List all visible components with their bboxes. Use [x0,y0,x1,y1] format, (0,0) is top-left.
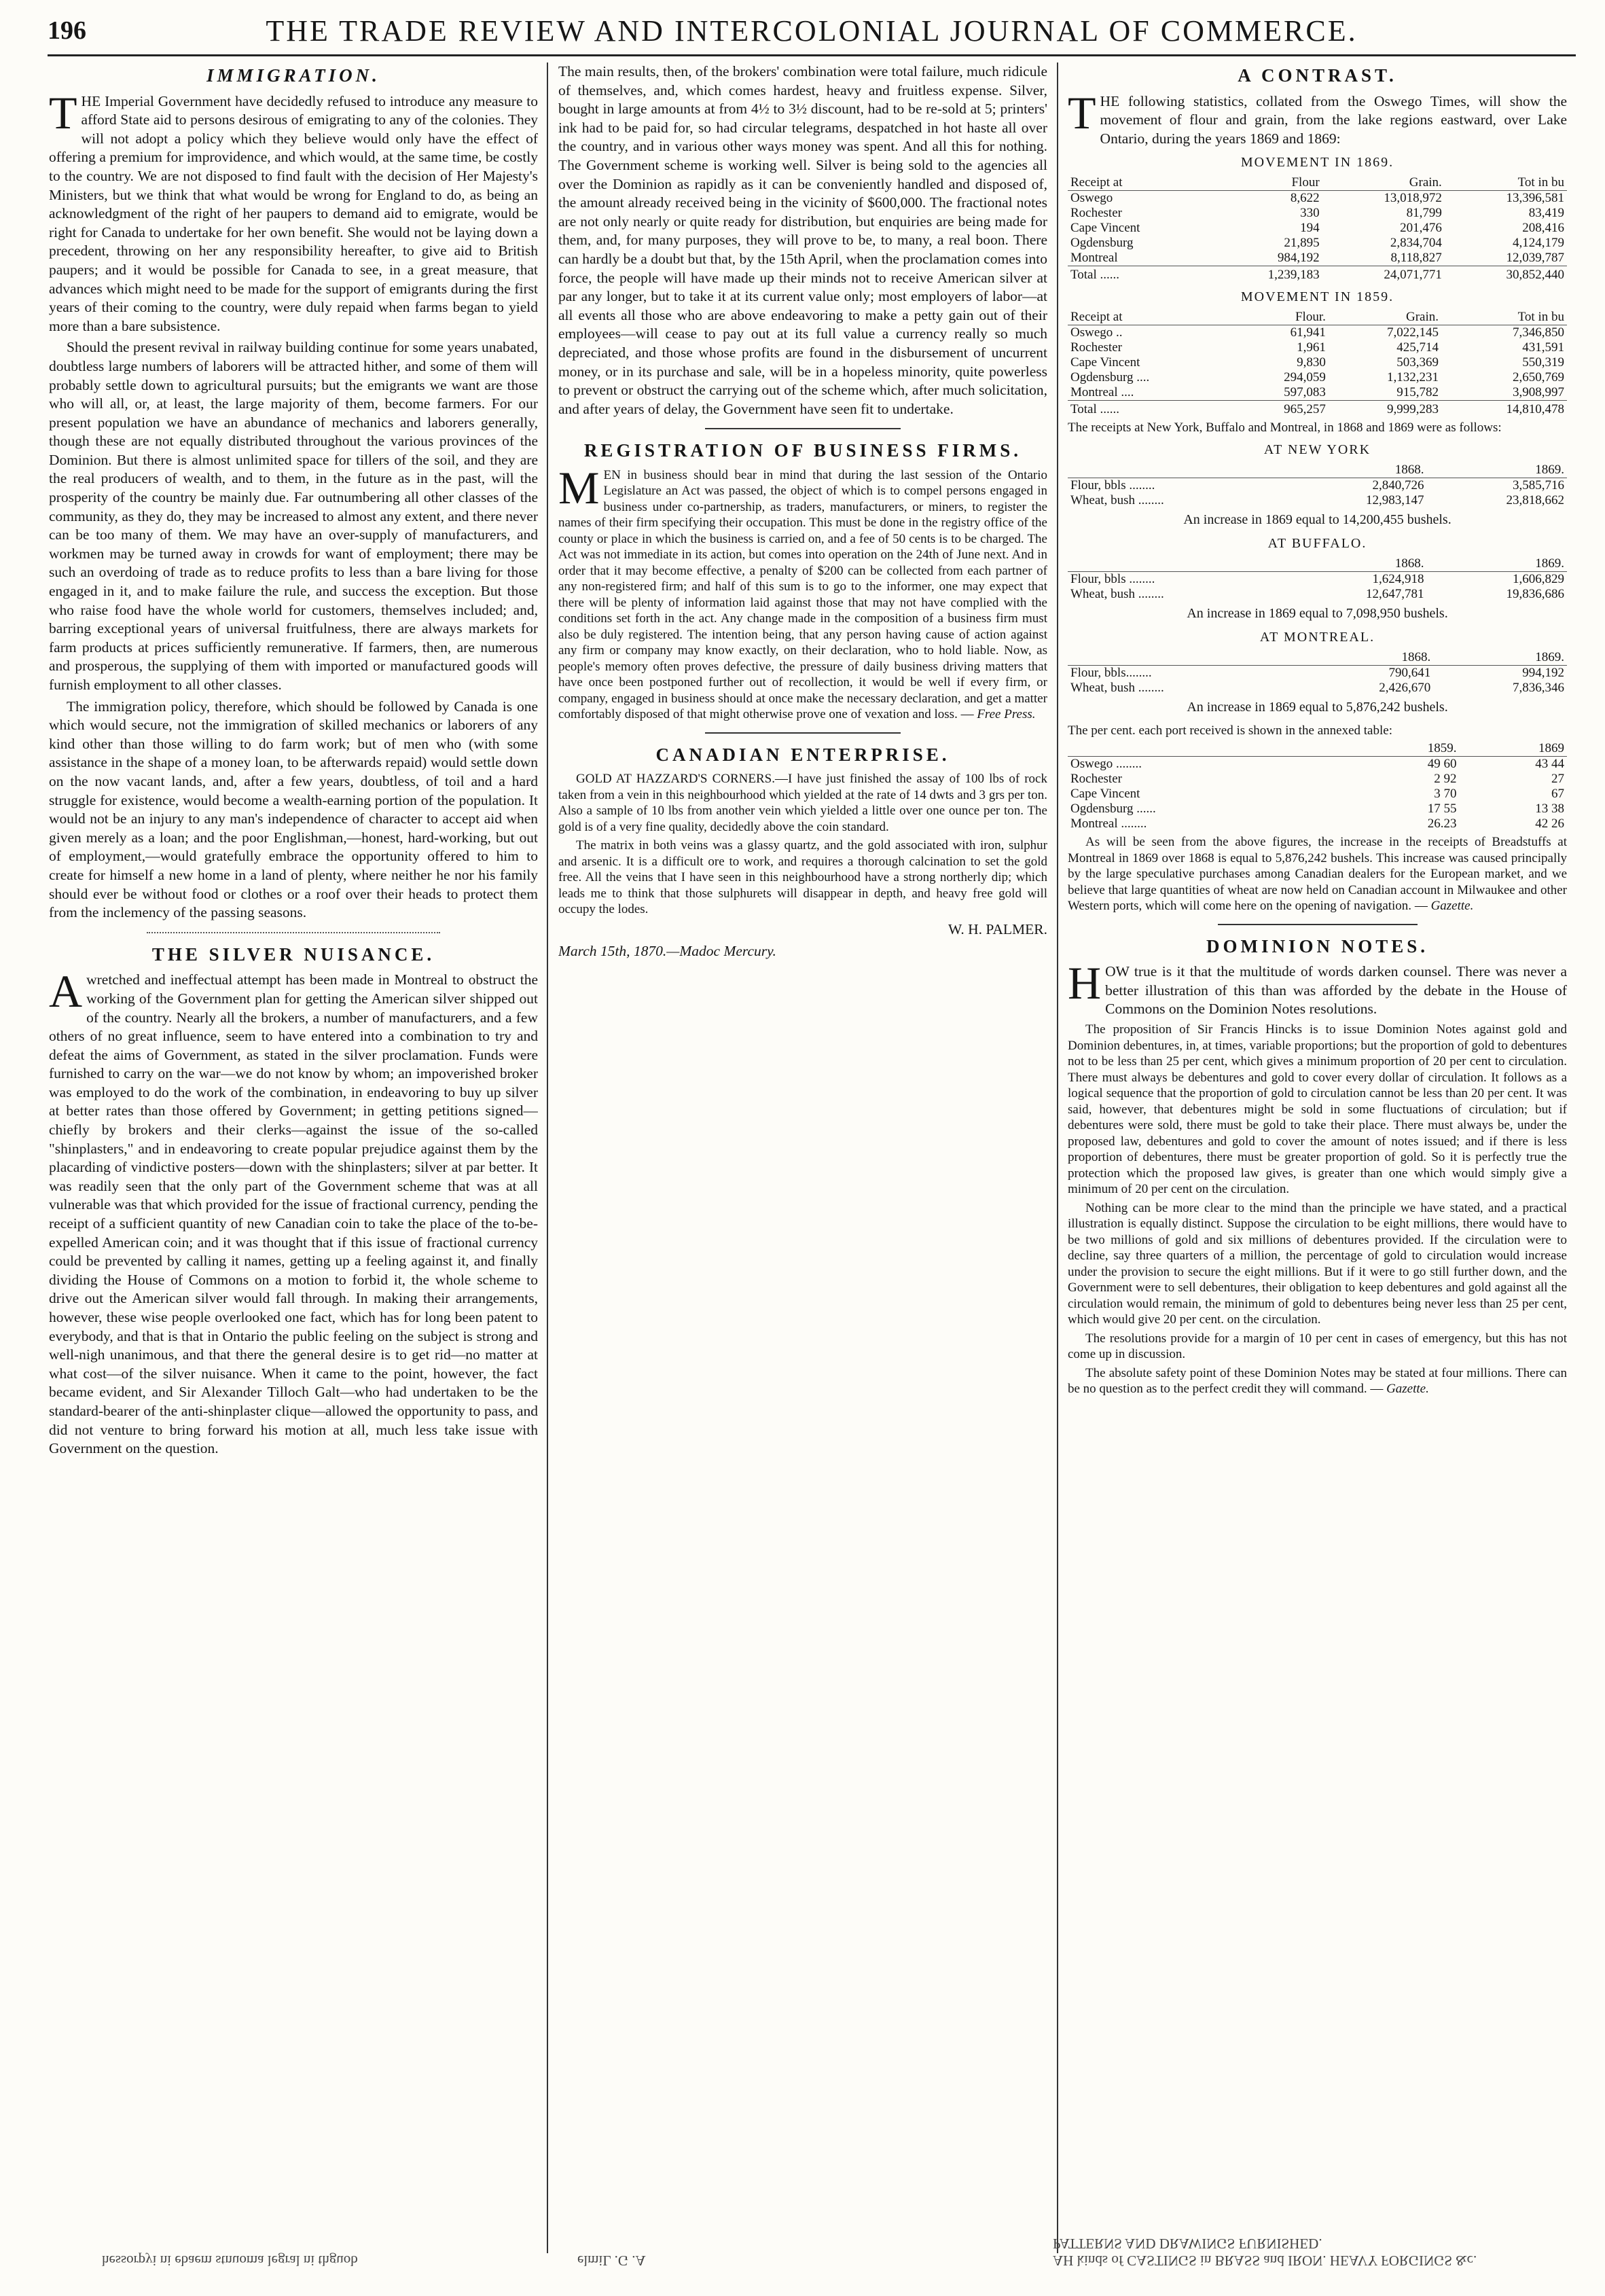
paragraph: GOLD AT HAZZARD'S CORNERS.—I have just finished the assay of 100 lbs of rock taken from a vein in this neighbourhood which yielded at the rate of 14 dwts and 3 grs per ton. Also a sample of 10 lbs from another vein which yielded a little over one ounce per ton. The gold is of a very fine quality, decidedly above the coin standard. [558,772,1047,834]
paragraph: MEN in business should bear in mind that during the last session of the Ontario Legislature an Act was passed, the object of which is to compel persons engaged in business under co-partnership, as traders, manufacturers, or miners, to register the names of their firm specifying their occupation. This must be done in the registry office of the county or place in which the business is carried on, and a fee of 50 cents is to be charged. The Act was not immediate in its action, but comes into operation on the 24th of June next. And in order that it may become effective, a penalty of $200 can be collected from each partner of any non-registered firm; and half of this sum is to go to the informer, one may expect that there will be plenty of information laid against those that may not have complied with the conditions set forth in the act. Any change made in the composition of a business firm must also be duly registered. The intention being, that any person having cause of action against any firm or company may know exactly, on their declaration, who to hold liable. Now, as people's memory often proves defective, the pressure of daily business driving matters that have once been postponed further out of recollection, it would be well if every firm, or company, engaged in business should at once make the necessary declaration, and get a matter comfortably disposed of that might otherwise prove one of vexation and loss. — Free Press. [558,461,1047,722]
footer-left: hessorpyi ni ebaem stnuoma legral ni thguob [102,2253,358,2269]
drop-cap: T [1068,86,1096,139]
table-header-row: 1868. 1869. [1068,463,1567,478]
drop-cap: H [1068,957,1102,1009]
paragraph: THE Imperial Government have decidedly refused to introduce any measure to afford State aid to persons desirous of emigrating to any of the colonies. They will not adopt a policy which they believe would only have the effect of offering a premium for improvidence, and which would, at the same time, be costly to the country. We are not disposed to find fault with the decision of Her Majesty's Ministers, but we think that what would be wrong for England to do, as being an acknowledgment of the right of her paupers to demand aid to emigrate, would be right for Canada to undertake for her own benefit. She would not be laying down a precedent, throwing on her any responsibility hereafter, to give aid to British paupers; and it would be possible for Canada to see, in a great measure, that advances which might need to be made for the support of emigrants during the first years of their coming to the country, were duly repaid when farms began to yield more than a bare subsistence. [49,86,538,334]
table-row: Oswego 8,622 13,018,972 13,396,581 [1070,190,1564,205]
table-row: Rochester 1,961 425,714 431,591 [1070,340,1564,355]
table-row: Ogdensburg ...... 17 55 13 38 [1070,802,1564,817]
table-row: Montreal 984,192 8,118,827 12,039,787 [1070,250,1564,265]
movement-table-1859 [1068,310,1567,417]
table-caption: MOVEMENT IN 1859. [1240,289,1394,304]
table-row: Flour, bbls ........ 1,624,918 1,606,829 [1070,571,1564,586]
paragraph: The resolutions provide for a margin of 10 per cent in cases of emergency, but this has not come up in discussion. [1068,1331,1567,1361]
masthead: THE TRADE REVIEW AND INTERCOLONIAL JOURNAL OF COMMERCE. [266,14,1358,48]
article-title-enterprise: CANADIAN ENTERPRISE. [655,744,950,765]
montreal-table [1068,650,1567,696]
table-caption: AT BUFFALO. [1267,536,1367,552]
table-row: Flour, bbls ........ 2,840,726 3,585,716 [1070,478,1564,492]
table-row: Wheat, bush ........ 2,426,670 7,836,346 [1070,681,1564,696]
table-header-row: 1859. 1869 [1068,741,1567,757]
table-row: Ogdensburg 21,895 2,834,704 4,124,179 [1070,235,1564,250]
table-row: Rochester 330 81,799 83,419 [1070,205,1564,220]
divider [705,732,901,734]
movement-table-1869 [1068,175,1567,283]
table-row: Wheat, bush ........ 12,647,781 19,836,686 [1070,586,1564,601]
paragraph: Nothing can be more clear to the mind than the principle we have stated, and a practical illustration is equally distinct. Suppose the circulation to be eight millions, there would have to be two millions of gold and six millions of debentures provided. If the circulation were to decline, say three quarters of a million, the percentage of gold to circulation would increase under the provision to secure the eight millions. But if it were to go still further down, and the Government were to sell debentures, their obligation to keep debentures and gold against all the circulation would remain, the minimum of gold to debentures being never less than 25 per cent, which would give 20 per cent. on the circulation. [1068,1200,1567,1327]
paragraph: The matrix in both veins was a glassy quartz, and the gold associated with iron, sulphur and arsenic. It is a difficult ore to work, and requires a thorough calcination to set the gold free. All the veins that I have seen in this neighbourhood have a strong northerly dip; which leads me to think that those sulphurets will disappear in depth, and heavy free gold will occupy the lodes. [558,838,1047,917]
paragraph: The proposition of Sir Francis Hincks is to issue Dominion Notes against gold and Dominion debentures, in, at times, variable proportions; but the proportion of gold to debentures not to be less than 25 per cent, which gives a minimum proportion of 20 per cent to circulation. There must always be debentures and gold to cover every dollar of circulation. It follows as a logical sequence that the proportion of gold to circulation cannot be less than 20 per cent. It was said, however, that debentures might be sold in some fluctuations of circulation; but if debentures were sold, there must be gold to take their place. There must always be, under the proposed law, debentures and gold to cover the amount of notes issued; and if there is less proportion of debentures, there must be greater proportion of gold. So it is perfectly true the protection which the proposed law gives, is greater than one which would simply give a minimum of 20 per cent on the circulation. [1068,1022,1567,1196]
table-row: Rochester 2 92 27 [1070,772,1564,787]
column-2 [558,62,1047,2257]
table-header-row: Receipt at Flour. Grain. Tot in bu [1068,310,1567,325]
table-row: Flour, bbls........ 790,641 994,192 [1070,666,1564,681]
table-caption: AT MONTREAL. [1259,630,1375,645]
column-rule [547,62,548,2253]
divider [705,428,901,429]
footer-right: AH kinds of CASTINGS in BRASS and IRON. HEAVY FORGINGS &c. PATTERNS AND DRAWINGS FURNISHED. [1053,2236,1477,2269]
percent-table [1068,741,1567,831]
paragraph: The per cent. each port received is shown in the annexed table: [1068,723,1392,738]
column-1 [49,62,538,2257]
article-title-registration: REGISTRATION OF BUSINESS FIRMS. [583,440,1022,461]
source-credit: Free Press. [977,707,1036,722]
column-rule [1057,62,1058,2253]
footer-middle: elmiL .G .A [577,2253,646,2269]
page-number: 196 [48,16,86,45]
paragraph: As will be seen from the above figures, the increase in the receipts of Breadstuffs at Montreal in 1869 over 1868 is equal to 5,876,242 bushels. This increase was caused principally by the large speculative purchases among Canadian dealers for the European market, and we believe that large quantities of wheat are now held on Canadian account in Milwaukee and other Western ports, which will come here on the opening of navigation. — Gazette. [1068,835,1567,914]
table-row: Oswego .. 61,941 7,022,145 7,346,850 [1070,325,1564,340]
article-title-contrast: A CONTRAST. [1238,65,1397,86]
divider [147,932,440,933]
new-york-table [1068,463,1567,508]
paragraph: Should the present revival in railway building continue for some years unabated, doubtless large numbers of laborers will be attracted hither, and some of them will probably settle down to agricultural pursuits; but the emigrants we want are those who will all, or, at least, the large majority of them, become farmers. For our present population we have an abundance of mechanics and laborers generally, though these are not equally distributed throughout the various provinces of the Dominion. But there is almost unlimited space for tillers of the soil, and they are the real producers of wealth, and to them, in the future as in the past, will the prosperity of the country be mainly due. Far outnumbering all other classes of the community, as they do, they may be increased to almost any extent, and there never can be too many of them. We may have an over-supply of manufacturers, and workmen may be turned away in crowds for want of employment; there may be such an overdoing of trade as to reduce profits to less than a bare living for those engaged in it, and to make failure the rule, and success the exception. But those who raise food have the whole world for customers, themselves included; and, barring exceptional years of universal fruitfulness, there are always markets for farm products at prices sufficiently remunerative. If farmers, then, are numerous and prosperous, the supplying of them with imported or manufactured goods will furnish employment to all other classes. [49,339,538,693]
drop-cap: T [49,86,77,139]
paragraph: The main results, then, of the brokers' combination were total failure, much ridicule of themselves, and, which comes hardest, heavy and fruitless expense. Silver, bought in large amounts at from 4½ to 3½ discount, had to be re-sold at 5; printers' ink had to be paid for, so had circular telegrams, despatched in hot haste all over the country, and in various other ways money was spent. And all this for nothing. The Government scheme is working well. Silver is being sold to the agencies all over the Dominion as rapidly as it can be conveniently handled and disposed of, the amount already received being in the vicinity of $600,000. The fractional notes are not only nearly or quite ready for distribution, but enquiries are being made for them, and, for many purposes, they will prove to be, to many, a real boon. There can hardly be a doubt but that, by the 15th April, when the proclamation comes into force, the people will have made up their minds not to receive American silver at par any longer, but to take it at its current value only; most employers of labor—at all events all those who are above endeavoring to make a petty gain out of their employees—will cease to pay out at its full value a currency really so much depreciated, and those whose profits are found in the disbursement of uncurrent money, or in its purchase and sale, will be in a hopeless minority, quite powerless to prevent or obstruct the carrying out of the scheme which, after much solicitation, and after years of delay, the Government have seen fit to undertake. [558,63,1047,417]
increase-note: An increase in 1869 equal to 7,098,950 bushels. [1187,605,1448,621]
table-row: Ogdensburg .... 294,059 1,132,231 2,650,769 [1070,370,1564,384]
table-header-row: 1868. 1869. [1068,650,1567,666]
table-row: Cape Vincent 3 70 67 [1070,787,1564,802]
table-row: Montreal ........ 26.23 42 26 [1070,817,1564,831]
table-header-row: 1868. 1869. [1068,556,1567,572]
paragraph: The absolute safety point of these Dominion Notes may be stated at four millions. There can be no question as to the perfect credit they will command. — Gazette. [1068,1365,1567,1396]
paragraph: HOW true is it that the multitude of words darken counsel. There was never a better illustration of this than was afforded by the debate in the House of Commons on the Dominion Notes resolutions. [1068,957,1567,1018]
table-row: Wheat, bush ........ 12,983,147 23,818,662 [1070,492,1564,507]
table-row: Cape Vincent 194 201,476 208,416 [1070,220,1564,235]
table-row: Cape Vincent 9,830 503,369 550,319 [1070,355,1564,370]
buffalo-table [1068,556,1567,602]
table-total-row: Total ...... 965,257 9,999,283 14,810,478 [1068,400,1567,417]
increase-note: An increase in 1869 equal to 5,876,242 bushels. [1187,700,1448,715]
article-title-immigration: IMMIGRATION. [206,65,380,86]
signature: W. H. PALMER. [948,920,1047,937]
paragraph: The receipts at New York, Buffalo and Montreal, in 1868 and 1869 were as follows: [1068,420,1502,435]
paragraph: THE following statistics, collated from the Oswego Times, will show the movement of flour and grain, from the lake regions eastward, over Lake Ontario, during the years 1869 and 1869: [1068,86,1567,147]
paragraph: The immigration policy, therefore, which should be followed by Canada is one which would secure, not the immigration of skilled mechanics or laborers of any kind other than those willing to do farm work; but of men who (with some assistance in the shape of a money loan, to be afterwards repaid) would settle down on the now vacant lands, and, after a few years, doubtless, of toil and a hard struggle for existence, would become a wealth-earning portion of the population. It would not be an injury to any man's independence of character to accept aid when given merely as a loan; and the poor Englishman,—honest, hard-working, but out of employment,—would gratefully embrace the opportunity offered to him to create for himself a new home in a land of plenty, where neither he nor his family should ever be without food or clothes or a roof over their heads to protect them from the inclemency of the passing seasons. [49,698,538,921]
paragraph: Awretched and ineffectual attempt has been made in Montreal to obstruct the working of the Government plan for getting the American silver shipped out of the country. Nearly all the brokers, a number of manufacturers, and a few others of no great influence, seem to have entered into a combination to try and defeat the aims of Government, as stated in the silver proclamation. Funds were furnished to carry on the war—we do not know by whom; an impoverished broker was employed to do the work of the combination, in endeavoring to buy up silver at better rates than those offered by Government; in getting petitions signed—chiefly by brokers and their clerks—against the issue of the so-called "shinplasters," and in endeavoring to create popular prejudice against them by the placarding of vindictive posters—down with the shinplasters; silver at par better. It was readily seen that the only part of the Government scheme that was at all vulnerable was that which provided for the issue of fractional currency, pending the receipt of a sufficient quantity of new Canadian coin to take the place of the to-be-expelled American coin; and it was thought that if this issue of fractional currency could be prevented by calling it names, getting up a feeling against it, and finally dividing the House of Commons on a motion to forbid it, the whole scheme to drive out the American silver would fall through. In making their arrangements, however, these wise people overlooked one fact, which has for long been patent to everybody, and that is that in Ontario the public feeling on the subject is strong and well-nigh unanimous, and that there the general desire is to get rid—no matter at what cost—of the silver nuisance. When it came to the point, however, the fact became evident, and Sir Alexander Tilloch Galt—who had undertaken to be the standard-bearer of the anti-shinplaster clique—allowed the opportunity to pass, and did not venture to bring forward his motion at all, much less take issue with Government on the question. [49,965,538,1457]
source-credit: Gazette. [1430,899,1474,914]
column-3 [1068,62,1567,2257]
table-total-row: Total ...... 1,239,183 24,071,771 30,852,440 [1068,266,1567,283]
table-caption: MOVEMENT IN 1869. [1240,155,1394,171]
dateline: March 15th, 1870.—Madoc Mercury. [558,942,776,959]
table-caption: AT NEW YORK [1263,442,1371,458]
drop-cap: A [49,965,83,1018]
increase-note: An increase in 1869 equal to 14,200,455 bushels. [1183,512,1451,527]
drop-cap: M [558,461,600,514]
source-credit: Gazette. [1386,1382,1429,1396]
article-title-silver: THE SILVER NUISANCE. [151,944,435,965]
page-header [48,7,1576,56]
article-title-dominion: DOMINION NOTES. [1206,935,1429,956]
divider [1218,924,1418,925]
bleed-through-footer [102,2208,1515,2269]
table-row: Oswego ........ 49 60 43 44 [1070,757,1564,772]
table-row: Montreal .... 597,083 915,782 3,908,997 [1070,384,1564,399]
table-header-row: Receipt at Flour Grain. Tot in bu [1068,175,1567,191]
